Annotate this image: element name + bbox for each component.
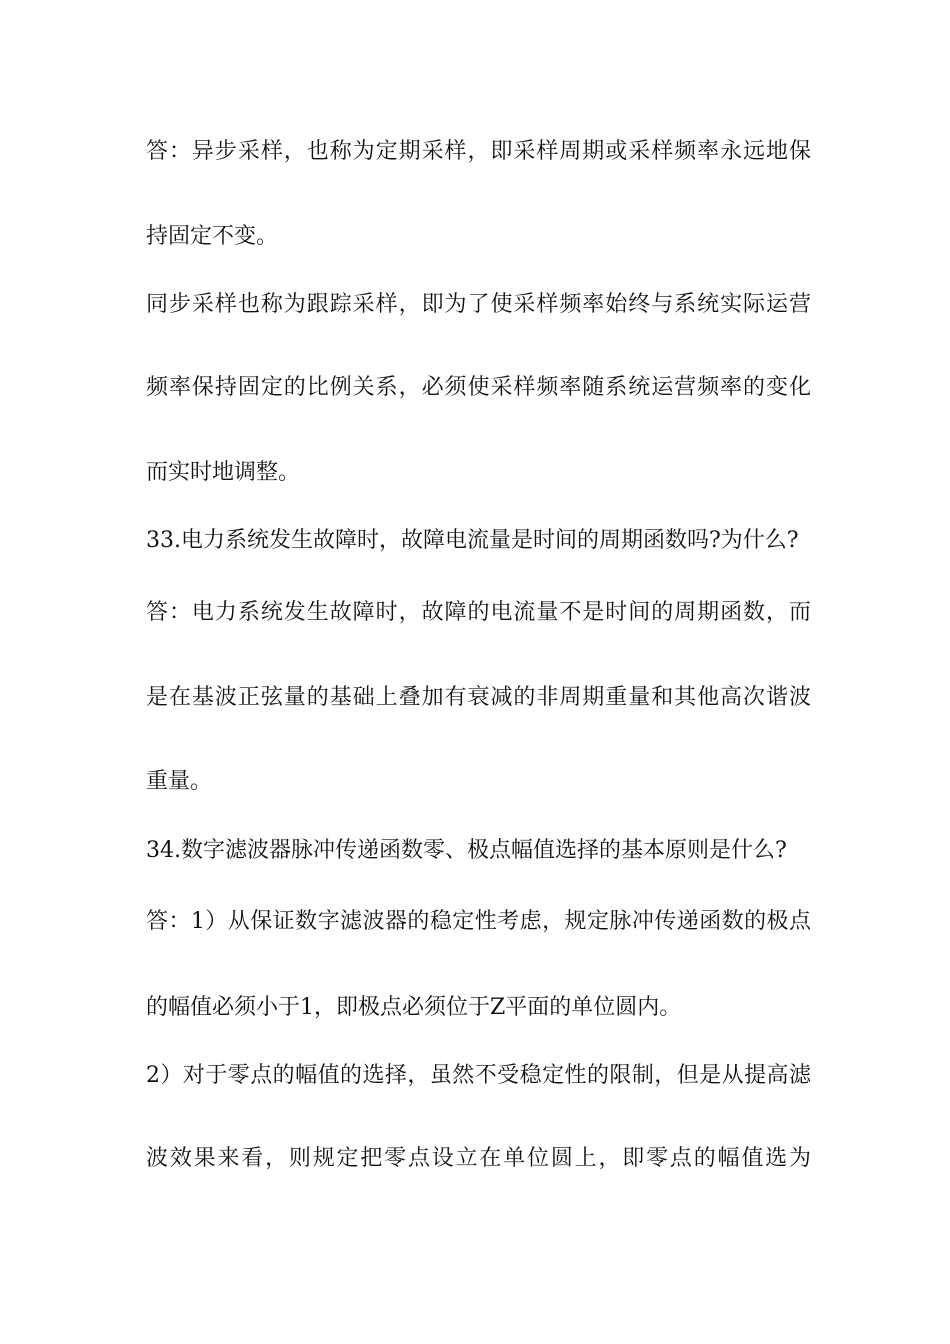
text-line: 的幅值必须小于1，即极点必须位于Z平面的单位圆内。 [146, 995, 682, 1020]
text-line: 重量。 [146, 769, 213, 794]
text-line: 而实时地调整。 [146, 460, 301, 485]
text-line: 频率保持固定的比例关系，必须使采样频率随系统运营频率的变化 [146, 375, 811, 400]
text-line: 2）对于零点的幅值的选择，虽然不受稳定性的限制，但是从提高滤 [146, 1063, 811, 1088]
text-line: 答：异步采样，也称为定期采样，即采样周期或采样频率永远地保 [146, 139, 811, 164]
text-line: 是在基波正弦量的基础上叠加有衰减的非周期重量和其他高次谐波 [146, 685, 811, 710]
question-34: 34.数字滤波器脉冲传递函数零、极点幅值选择的基本原则是什么? [146, 838, 787, 863]
text-line: 波效果来看，则规定把零点设立在单位圆上，即零点的幅值选为 [146, 1146, 811, 1171]
question-33: 33.电力系统发生故障时，故障电流量是时间的周期函数吗?为什么? [146, 528, 799, 553]
text-line: 答：电力系统发生故障时，故障的电流量不是时间的周期函数，而 [146, 600, 811, 625]
text-line: 同步采样也称为跟踪采样，即为了使采样频率始终与系统实际运营 [146, 292, 811, 317]
text-line: 答：1）从保证数字滤波器的稳定性考虑，规定脉冲传递函数的极点 [146, 909, 811, 934]
text-line: 持固定不变。 [146, 224, 279, 249]
